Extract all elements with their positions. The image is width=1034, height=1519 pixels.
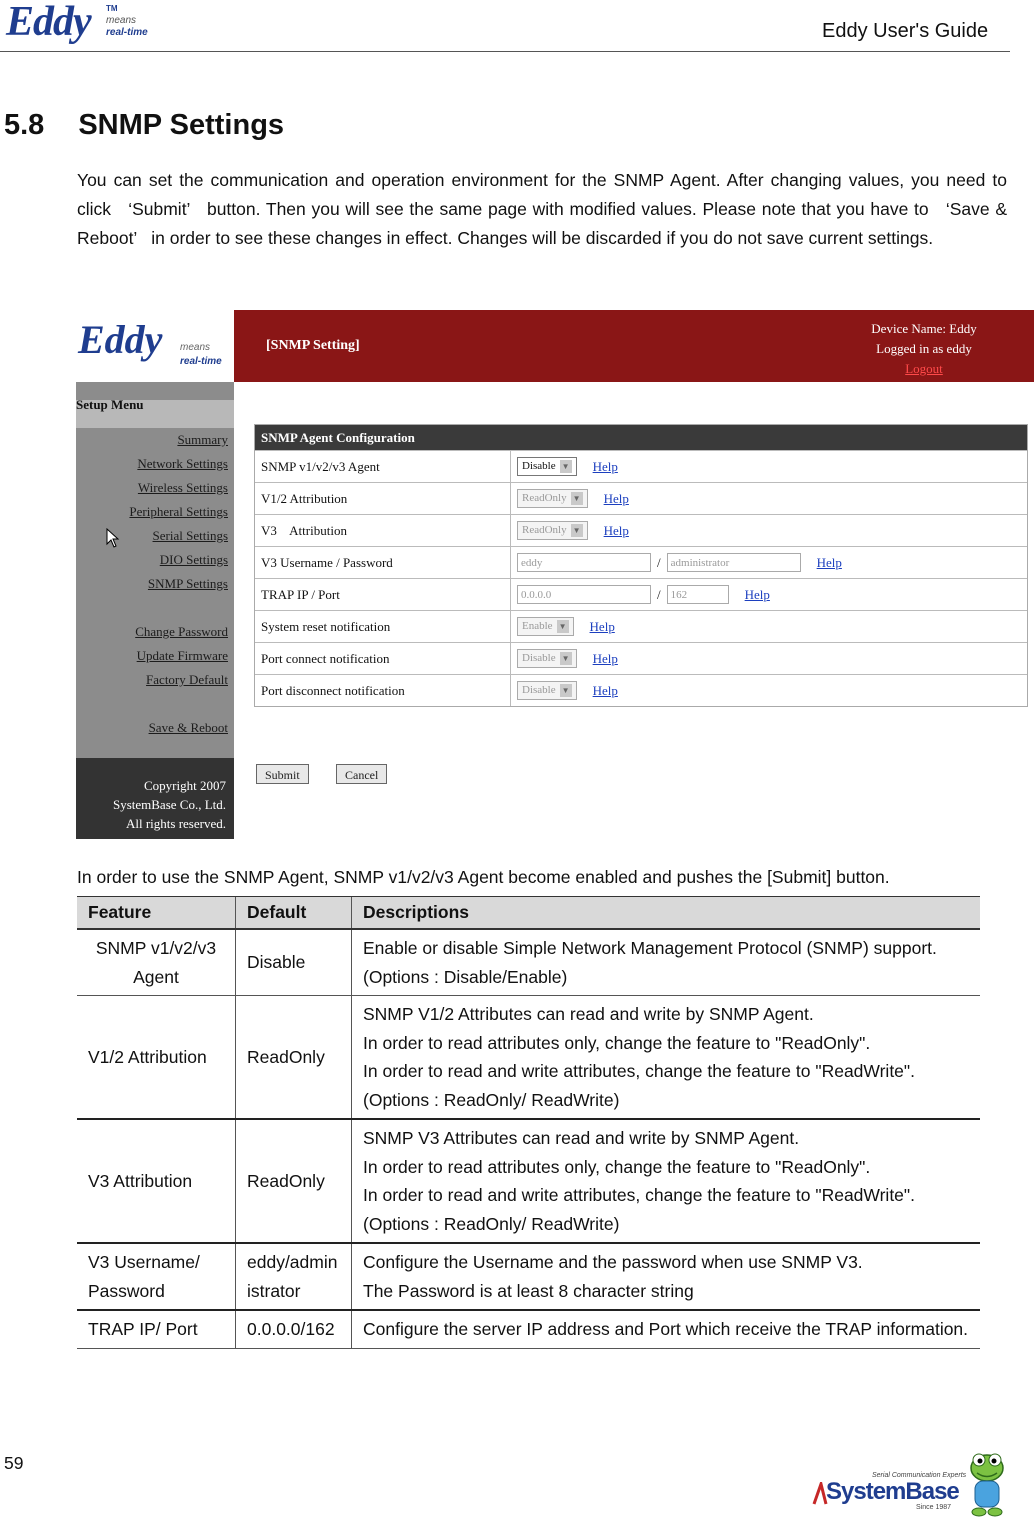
agent-select-value: Disable [522,460,556,472]
brand-tagline: Serial Communication Experts [872,1472,967,1479]
reset-notification-select[interactable] [517,617,574,636]
table-row [77,1119,980,1243]
copyright-line: All rights reserved. [125,816,226,831]
cancel-button[interactable]: Cancel [336,764,387,784]
column-header: Descriptions [352,897,981,930]
help-link[interactable]: Help [589,618,615,634]
caption: In order to use the SNMP Agent, SNMP v1/v2/v3 Agent become enabled and pushes the [Submit] button. [77,867,890,887]
snmp-setting-screenshot [76,310,1034,839]
config-row-connect-notification [255,642,1027,674]
feature-cell: V1/2 Attribution [77,996,236,1120]
screenshot-logo-area [76,310,234,382]
setup-menu-list [76,428,228,740]
table-header-row [77,897,980,930]
config-label: V3 Attribution [255,515,511,546]
help-link[interactable]: Help [744,586,770,602]
menu-item-update-firmware[interactable]: Update Firmware [136,648,228,663]
description-cell [352,996,981,1120]
description-line: (Options : ReadOnly/ ReadWrite) [363,1213,620,1234]
config-row-v12 [255,482,1027,514]
help-link[interactable]: Help [592,682,618,698]
config-row-trap [255,578,1027,610]
systembase-logo [812,1448,1012,1518]
feature-cell: SNMP v1/v2/v3 Agent [77,929,236,996]
section-heading [4,109,318,142]
trap-ip-input[interactable]: 0.0.0.0 [517,585,651,604]
config-label: V1/2 Attribution [255,483,511,514]
page-number: 59 [4,1453,24,1473]
menu-item-factory-default[interactable]: Factory Default [146,672,228,687]
frog-mascot-icon [964,1448,1010,1518]
v3-attribution-select[interactable] [517,521,588,540]
screenshot-logo-tagline-2: real-time [180,356,222,367]
description-cell [352,1119,981,1243]
config-row-disconnect-notification [255,674,1027,706]
description-line: In order to read attributes only, change the feature to "ReadOnly". [363,1156,871,1177]
trap-port-input[interactable]: 162 [667,585,729,604]
column-header: Feature [77,897,236,930]
config-row-reset-notification [255,610,1027,642]
header-divider [0,51,1010,52]
config-row-username [255,546,1027,578]
brand-since: Since 1987 [916,1504,952,1511]
menu-spacer [76,692,228,716]
screenshot-title-bar [234,310,1034,382]
config-label: Port connect notification [255,643,511,674]
column-header: Default [236,897,352,930]
help-link[interactable]: Help [592,458,618,474]
help-link[interactable]: Help [592,650,618,666]
agent-select[interactable] [517,457,577,476]
device-info [864,319,984,379]
table-row [77,929,980,996]
menu-item-peripheral-settings[interactable]: Peripheral Settings [129,504,228,519]
menu-item-serial-settings[interactable]: Serial Settings [152,528,228,543]
description-line: Configure the Username and the password when use SNMP V3. [363,1252,863,1272]
default-cell: Disable [236,929,352,996]
copyright-block [76,758,234,839]
mouse-cursor-icon [106,528,120,548]
description-line: (Options : ReadOnly/ ReadWrite) [363,1089,620,1110]
chevron-down-icon: ▼ [571,524,583,537]
v3-password-input[interactable]: administrator [667,553,801,572]
disconnect-notification-select[interactable] [517,681,577,700]
description-line: In order to read and write attributes, change the feature to "ReadWrite". [363,1061,915,1081]
help-link[interactable]: Help [603,490,629,506]
chevron-down-icon: ▼ [560,684,572,697]
config-row-agent [255,450,1027,482]
feature-table [77,896,980,1349]
menu-item-dio-settings[interactable]: DIO Settings [159,552,228,567]
brand-name: SystemBase [826,1478,959,1505]
v12-attribution-select[interactable] [517,489,588,508]
default-cell: 0.0.0.0/162 [236,1310,352,1348]
screenshot-page-title: [SNMP Setting] [266,338,360,353]
separator-slash: / [657,554,661,570]
menu-item-snmp-settings[interactable]: SNMP Settings [147,576,228,591]
feature-cell: TRAP IP/ Port [77,1310,236,1348]
eddy-logo: Eddy [6,0,91,45]
chevron-down-icon: ▼ [560,460,572,473]
logo-tm: TM [106,4,118,13]
connect-select-value: Disable [522,652,556,664]
chevron-down-icon: ▼ [571,492,583,505]
description-line: The Password is at least 8 character string [363,1280,694,1301]
menu-item-change-password[interactable]: Change Password [135,624,228,639]
config-label: V3 Username / Password [255,547,511,578]
menu-item-summary[interactable]: Summary [177,432,228,447]
config-label: SNMP v1/v2/v3 Agent [255,451,511,482]
snmp-agent-config-table [254,424,1028,707]
help-link[interactable]: Help [603,522,629,538]
config-label: TRAP IP / Port [255,579,511,610]
description-line: In order to read attributes only, change the feature to "ReadOnly". [363,1032,871,1053]
logout-link[interactable]: Logout [905,361,943,376]
default-cell: ReadOnly [236,996,352,1120]
section-title: SNMP Settings [78,109,285,141]
reset-select-value: Enable [522,620,553,632]
section-number: 5.8 [4,109,45,141]
config-table-title: SNMP Agent Configuration [255,425,1027,450]
separator-slash: / [657,586,661,602]
logged-in-user: Logged in as eddy [876,341,972,356]
logo-tagline: means [106,15,137,26]
config-label: Port disconnect notification [255,675,511,706]
screenshot-main-panel [234,382,1034,839]
disconnect-select-value: Disable [522,684,556,696]
description-cell [352,1243,981,1310]
menu-item-wireless-settings[interactable]: Wireless Settings [137,480,228,495]
v3-select-value: ReadOnly [522,524,567,536]
description-line: (Options : Disable/Enable) [363,966,568,987]
description-line: SNMP V1/2 Attributes can read and write by SNMP Agent. [363,1004,814,1024]
v12-select-value: ReadOnly [522,492,567,504]
setup-menu-title: Setup Menu [76,400,234,428]
description-cell [352,1310,981,1348]
logo-tagline-2: real-time [106,27,148,38]
description-line: SNMP V3 Attributes can read and write by SNMP Agent. [363,1128,800,1148]
copyright-line: SystemBase Co., Ltd. [112,797,226,812]
config-label: System reset notification [255,611,511,642]
default-cell: eddy/administrator [236,1243,352,1310]
menu-item-save-reboot[interactable]: Save & Reboot [148,720,228,735]
menu-spacer [76,596,228,620]
guide-title: Eddy User's Guide [822,20,989,42]
table-row [77,1310,980,1348]
chevron-down-icon: ▼ [560,652,572,665]
copyright-line: Copyright 2007 [144,778,226,793]
description-line: Configure the server IP address and Port which receive the TRAP information. [363,1319,969,1339]
feature-cell: V3 Attribution [77,1119,236,1243]
intro-paragraph: You can set the communication and operation environment for the SNMP Agent. After changing values, you need to click ‘Submit’ button. Then you will see the same page with modified values. Please note that you have to ‘Save & Reboot’ in order to see these changes in effect. Changes will be discarded if you do not save current settings. [77,170,1007,248]
menu-item-network-settings[interactable]: Network Settings [137,456,228,471]
device-name: Device Name: Eddy [871,321,977,336]
default-cell: ReadOnly [236,1119,352,1243]
help-link[interactable]: Help [816,554,842,570]
v3-username-input[interactable]: eddy [517,553,651,572]
screenshot-logo-tagline: means [180,342,211,353]
submit-button[interactable]: Submit [256,764,309,784]
chevron-down-icon: ▼ [557,620,569,633]
description-line: Enable or disable Simple Network Management Protocol (SNMP) support. [363,938,937,958]
description-line: In order to read and write attributes, change the feature to "ReadWrite". [363,1185,915,1205]
table-row [77,1243,980,1310]
connect-notification-select[interactable] [517,649,577,668]
screenshot-logo: Eddy [78,317,163,362]
table-row [77,996,980,1120]
description-cell [352,929,981,996]
feature-cell: V3 Username/ Password [77,1243,236,1310]
config-row-v3 [255,514,1027,546]
